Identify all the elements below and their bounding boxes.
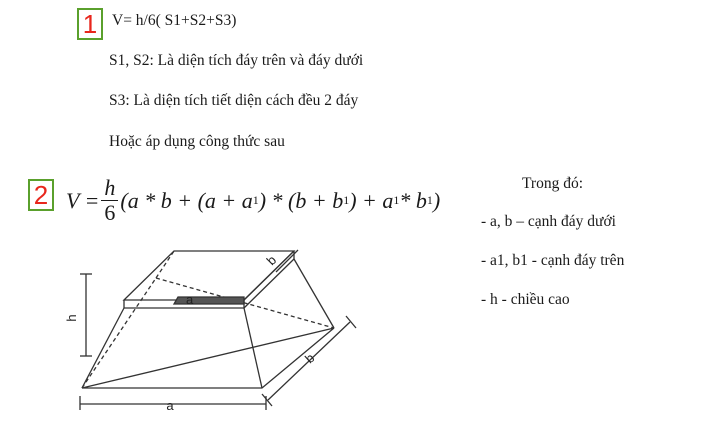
formula-sub1: 1 xyxy=(252,193,259,207)
fraction-numerator: h xyxy=(101,176,118,201)
bottom-face-outline xyxy=(82,328,334,388)
hidden-edge-vertical xyxy=(156,251,174,278)
label-a-top: a xyxy=(186,292,194,307)
label-h: h xyxy=(64,314,79,322)
formula-1: V= h/6( S1+S2+S3) xyxy=(112,12,237,29)
lateral-edge-front-right xyxy=(244,308,262,388)
top-face-front-edge xyxy=(174,297,244,304)
legend-item-1: - a, b – cạnh đáy dưới xyxy=(481,213,616,230)
b-tick-top xyxy=(346,316,356,328)
formula-body-part2: ) * (b + b xyxy=(258,187,344,213)
formula-sub4: 1 xyxy=(426,193,433,207)
formula-2 xyxy=(66,176,440,225)
label-b-bottom: b xyxy=(301,350,318,367)
lateral-edge-back-right xyxy=(294,259,334,328)
legend-title: Trong đó: xyxy=(522,175,584,192)
description-s3: S3: Là diện tích tiết diện cách đều 2 đáy xyxy=(109,92,359,109)
fraction-denominator: 6 xyxy=(104,200,116,225)
label-a-bottom: a xyxy=(166,398,174,413)
alternative-formula-text: Hoặc áp dụng công thức sau xyxy=(109,133,285,150)
formula-body-part5: ) xyxy=(432,187,441,213)
formula-lhs: V = xyxy=(66,187,100,213)
formula-sub3: 1 xyxy=(393,193,400,207)
badge-2: 2 xyxy=(28,179,54,211)
legend-item-3: - h - chiều cao xyxy=(481,291,570,308)
formula-body-part1: (a * b + (a + a xyxy=(120,187,253,213)
formula-body-part4: * b xyxy=(399,187,427,213)
frustum-figure xyxy=(66,238,366,428)
legend-item-2: - a1, b1 - cạnh đáy trên xyxy=(481,252,625,269)
badge-1: 1 xyxy=(77,8,103,40)
formula-sub2: 1 xyxy=(343,193,350,207)
formula-fraction xyxy=(101,176,118,225)
formula-body-part3: ) + a xyxy=(349,187,394,213)
top-right-lower-edge xyxy=(244,259,294,308)
hidden-edge-left xyxy=(82,278,156,388)
lateral-edge-front-left xyxy=(82,308,124,388)
description-s1-s2: S1, S2: Là diện tích đáy trên và đáy dưới xyxy=(109,52,364,69)
label-b-top: b xyxy=(263,252,280,269)
